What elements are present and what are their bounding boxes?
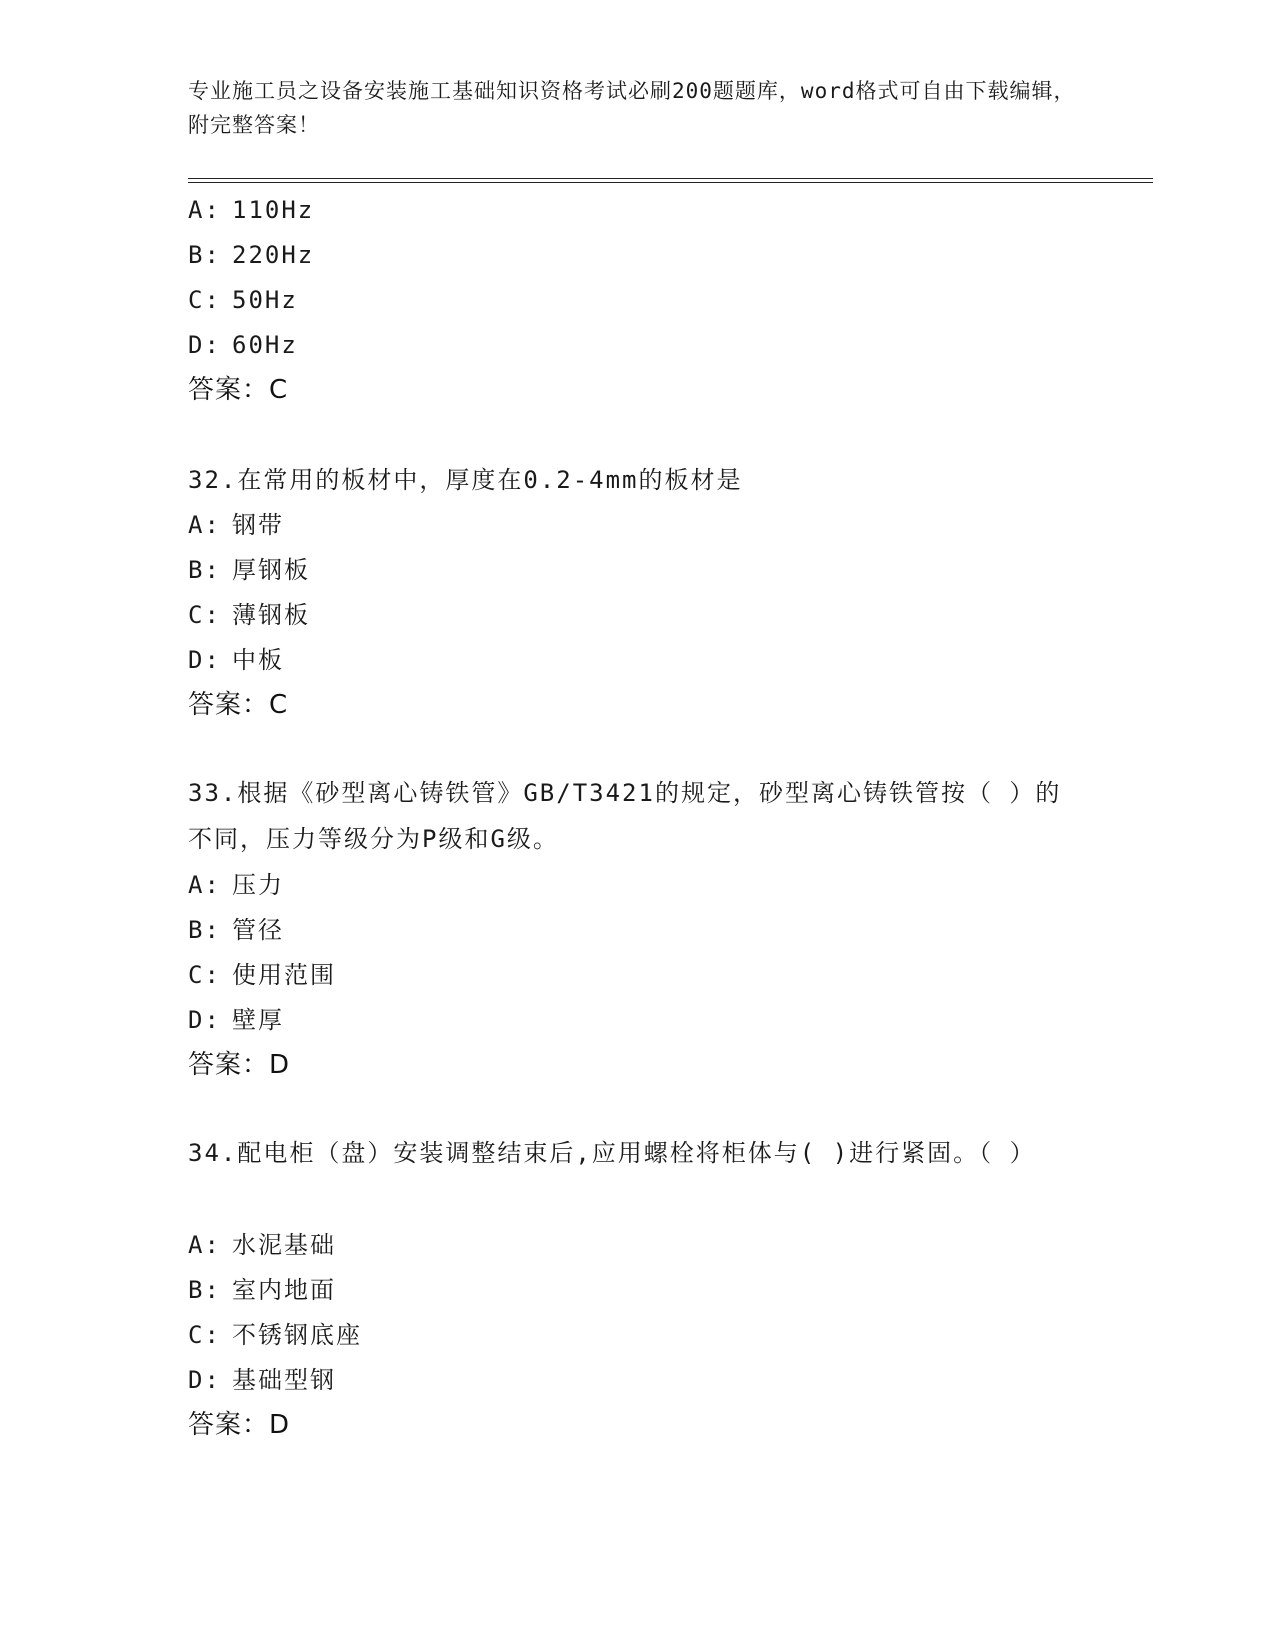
- q32-option-a: A: 钢带: [188, 511, 284, 539]
- q32-option-c: C: 薄钢板: [188, 601, 310, 629]
- q32-question: 32.在常用的板材中，厚度在0.2-4mm的板材是: [188, 466, 743, 494]
- q34-option-a: A: 水泥基础: [188, 1231, 336, 1259]
- q32-option-d: D: 中板: [188, 646, 284, 674]
- q34-option-b: B: 室内地面: [188, 1276, 336, 1304]
- header-divider-bottom: [188, 182, 1153, 183]
- q33-option-d: D: 壁厚: [188, 1006, 284, 1034]
- header-divider-top: [188, 178, 1153, 179]
- q31-option-a: A: 110Hz: [188, 196, 315, 224]
- q31-answer: 答案：C: [188, 375, 289, 405]
- q34-question: 34.配电柜（盘）安装调整结束后,应用螺栓将柜体与( )进行紧固。（ ）: [188, 1139, 1036, 1167]
- q31-option-b: B: 220Hz: [188, 241, 315, 269]
- q34-option-d: D: 基础型钢: [188, 1366, 336, 1394]
- document-header: 专业施工员之设备安装施工基础知识资格考试必刷200题题库，word格式可自由下载编辑，附完整答案！: [188, 79, 1076, 137]
- q31-option-d: D: 60Hz: [188, 331, 298, 359]
- q33-option-b: B: 管径: [188, 916, 284, 944]
- q33-option-a: A: 压力: [188, 871, 284, 899]
- q34-answer: 答案：D: [188, 1410, 291, 1440]
- q32-answer: 答案：C: [188, 690, 289, 720]
- q34-option-c: C: 不锈钢底座: [188, 1321, 362, 1349]
- q33-question: 33.根据《砂型离心铸铁管》GB/T3421的规定，砂型离心铸铁管按（ ）的不同，压力等级分为P级和G级。: [188, 779, 1062, 853]
- q31-option-c: C: 50Hz: [188, 286, 298, 314]
- q33-option-c: C: 使用范围: [188, 961, 336, 989]
- q32-option-b: B: 厚钢板: [188, 556, 310, 584]
- q33-answer: 答案：D: [188, 1050, 291, 1080]
